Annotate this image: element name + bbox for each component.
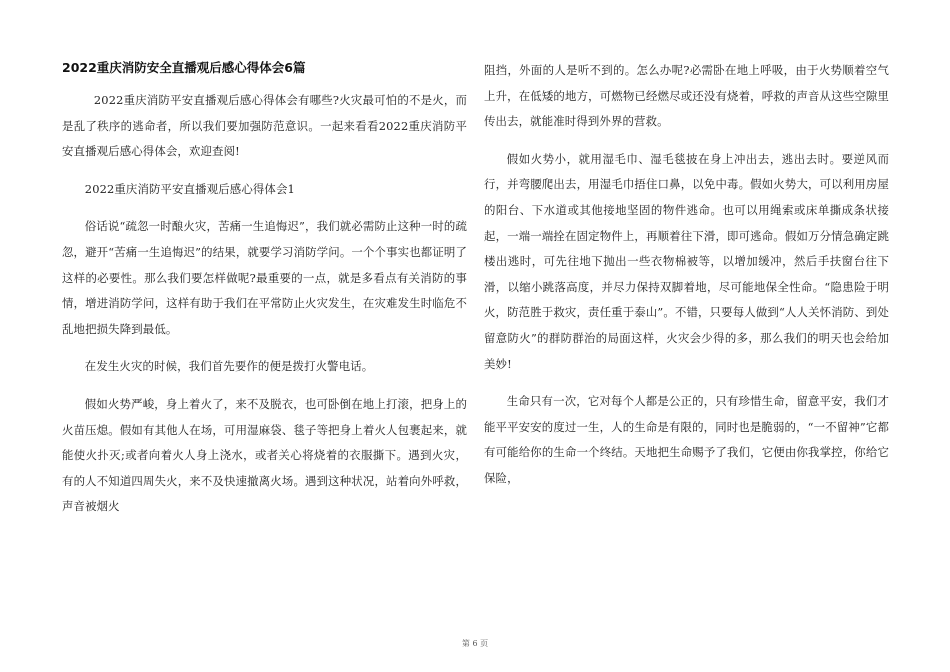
intro-paragraph: 2022重庆消防平安直播观后感心得体会有哪些?火灾最可怕的不是火，而是乱了秩序的逃命者，所以我们要加强防范意识。一起来看看2022重庆消防平安直播观后感心得体会，欢迎查阅!: [62, 93, 467, 159]
body-paragraph: 假如火势严峻，身上着火了，来不及脱衣，也可卧倒在地上打滚，把身上的火苗压熄。假如有其他人在场，可用湿麻袋、毯子等把身上着火人包裹起来，就能使火扑灭;或者向着火人身上浇水，或者关心将烧着的衣服撕下。遇到火灾，有的人不知道四周失火，来不及快速撤离火场。遇到这种状况，站着向外呼救，声音被烟火: [62, 396, 467, 514]
body-paragraph: 在发生火灾的时候，我们首先要作的便是拨打火警电话。: [84, 359, 374, 374]
body-paragraph: 生命只有一次，它对每个人都是公正的，只有珍惜生命，留意平安，我们才能平平安安的度过一生，人的生命是有限的，同时也是脆弱的，“一不留神”它都有可能给你的生命一个终结。天地把生命赐予了我们，它便由你我掌控，你给它保险，: [484, 394, 889, 485]
continued-paragraph: 阻挡，外面的人是听不到的。怎么办呢?必需卧在地上呼吸，由于火势顺着空气上升，在低矮的地方，可燃物已经燃尽或还没有烧着，呼救的声音从这些空隙里传出去，就能准时得到外界的营救。: [484, 63, 889, 129]
body-paragraph: 假如火势小，就用湿毛巾、湿毛毯披在身上冲出去，逃出去时。要逆风而行，并弯腰爬出去，用湿毛巾捂住口鼻，以免中毒。假如火势大，可以利用房屋的阳台、下水道或其他接地坚固的物件逃命。也可以用绳索或床单撕成条状接起，一端一端拴在固定物件上，再顺着往下滑，即可逃命。假如万分情急确定跳楼出逃时，可先往地下抛出一些衣物棉被等，以增加缓冲，然后手扶窗台往下滑，以缩小跳落高度，并尽力保持双脚着地，尽可能地保全性命。“隐患险于明火，防范胜于救灾，责任重于泰山”。不错，只要每人做到“人人关怀消防、到处留意防火”的群防群治的局面这样，火灾会少得的多，那么我们的明天也会给加美妙!: [484, 151, 889, 371]
left-column: [62, 58, 467, 532]
section-heading: 2022重庆消防平安直播观后感心得体会1: [84, 181, 295, 196]
body-paragraph: 俗话说“疏忽一时酿火灾，苦痛一生追悔迟”，我们就必需防止这种一时的疏忽，避开“苦痛一生追悔迟”的结果，就要学习消防学问。一个个事实也都证明了这样的必要性。那么我们要怎样做呢?最重要的一点，就是多看点有关消防的事情，增进消防学问，这样有助于我们在平常防止火灾发生，在灾难发生时临危不乱地把损失降到最低。: [62, 219, 467, 336]
right-column: [484, 58, 889, 504]
document-title: 2022重庆消防安全直播观后感心得体会6篇: [62, 60, 306, 75]
page-number: 第 6 页: [461, 639, 489, 648]
